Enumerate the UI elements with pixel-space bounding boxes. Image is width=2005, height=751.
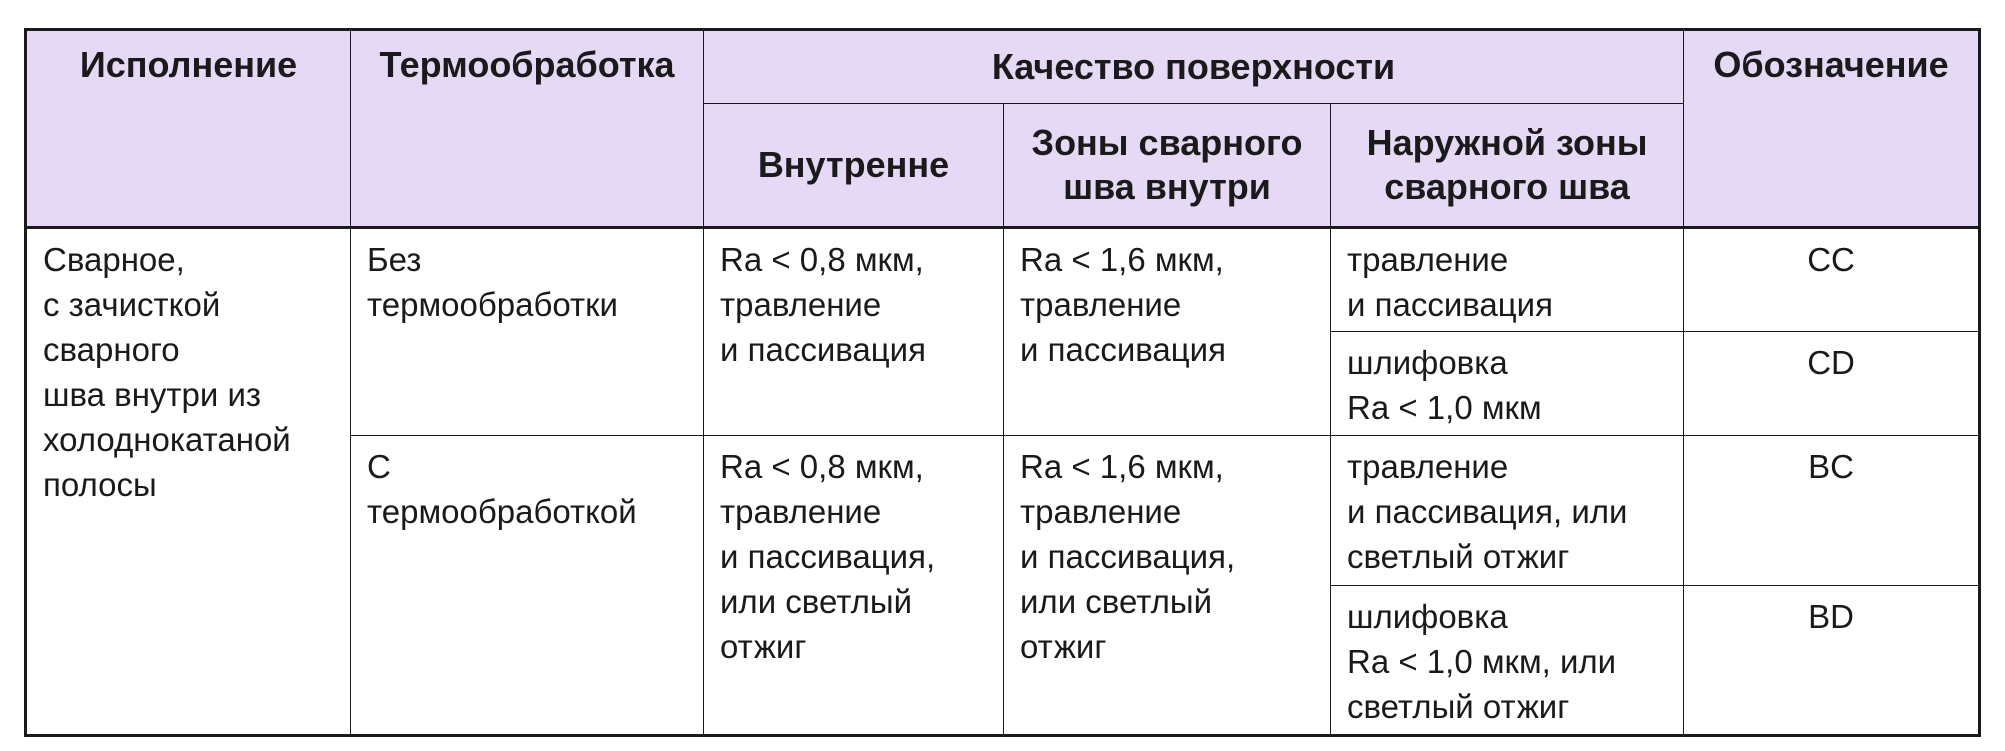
- cell-execution: Сварное, с зачисткой сварного шва внутри из холоднокатаной полосы: [26, 228, 351, 736]
- table-header: [26, 30, 1980, 228]
- cell-inner-quality: Ra < 0,8 мкм, травление и пассивация, или светлый отжиг: [704, 436, 1004, 736]
- cell-heat-treatment-with: С термообработкой: [351, 436, 704, 736]
- header-heat-treatment: Термообработка: [351, 30, 704, 228]
- header-weld-zone-inner: Зоны сварного шва внутри: [1004, 104, 1331, 228]
- header-inner: Внутренне: [704, 104, 1004, 228]
- cell-weld-inner-quality: Ra < 1,6 мкм, травление и пассивация, или светлый отжиг: [1004, 436, 1331, 736]
- cell-designation: CD: [1684, 332, 1980, 436]
- cell-heat-treatment-none: Без термообработки: [351, 228, 704, 436]
- cell-designation: CC: [1684, 228, 1980, 332]
- cell-weld-inner-quality: Ra < 1,6 мкм, травление и пассивация: [1004, 228, 1331, 436]
- cell-inner-quality: Ra < 0,8 мкм, травление и пассивация: [704, 228, 1004, 436]
- cell-outer-weld-quality: шлифовка Ra < 1,0 мкм: [1331, 332, 1684, 436]
- header-surface-quality: Качество поверхности: [704, 30, 1684, 104]
- surface-quality-table: [24, 28, 1981, 737]
- cell-outer-weld-quality: шлифовка Ra < 1,0 мкм, или светлый отжиг: [1331, 586, 1684, 736]
- cell-outer-weld-quality: травление и пассивация, или светлый отжиг: [1331, 436, 1684, 586]
- cell-designation: BC: [1684, 436, 1980, 586]
- table-body: [26, 228, 1980, 736]
- cell-designation: BD: [1684, 586, 1980, 736]
- cell-outer-weld-quality: травление и пассивация: [1331, 228, 1684, 332]
- header-execution: Исполнение: [26, 30, 351, 228]
- table-row: [26, 228, 1980, 332]
- header-weld-zone-outer: Наружной зоны сварного шва: [1331, 104, 1684, 228]
- header-designation: Обозначение: [1684, 30, 1980, 228]
